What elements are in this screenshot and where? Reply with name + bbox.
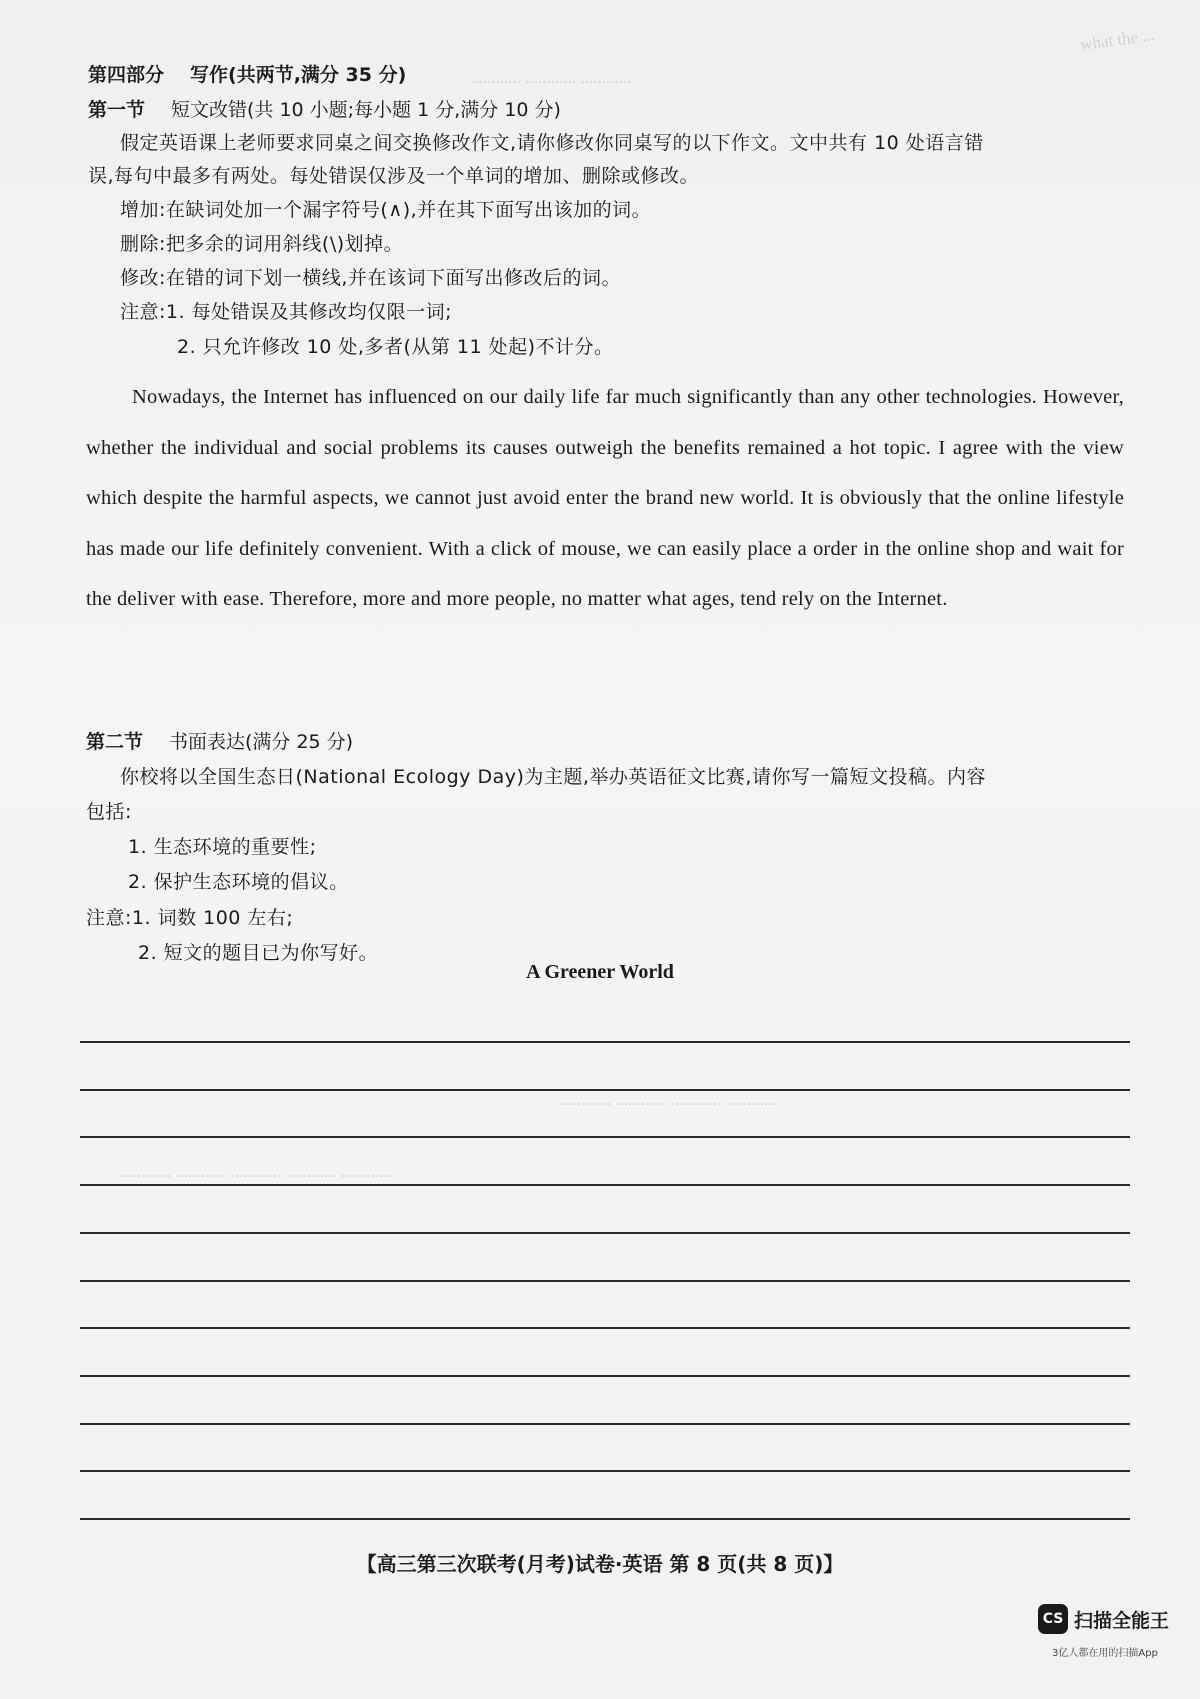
section2-instruction: 注意:1. 词数 100 左右; xyxy=(86,907,294,929)
section1-instruction: 删除:把多余的词用斜线(\)划掉。 xyxy=(120,233,404,255)
correction-passage: Nowadays, the Internet has influenced on our daily life far much significantly than any other technologies. However, whether the individual and social problems its causes outweigh the benefits remained a hot topic. I agree with the view which despite the harmful aspects, we cannot just avoid enter the brand new world. It is obviously that the online lifestyle has made our life definitely convenient. With a click of mouse, we can easily place a order in the online shop and wait for the deliver with ease. Therefore, more and more people, no matter what ages, tend rely on the Internet. xyxy=(86,386,1124,610)
part-title: 第四部分 xyxy=(88,64,165,86)
section1-instruction: 注意:1. 每处错误及其修改均仅限一词; xyxy=(120,301,452,323)
section2-instruction: 包括: xyxy=(86,801,132,823)
camscanner-logo-icon: CS xyxy=(1038,1604,1068,1634)
writing-line xyxy=(80,1470,1130,1472)
watermark-tagline: 3亿人都在用的扫描App xyxy=(1052,1648,1158,1659)
writing-line xyxy=(80,1327,1130,1329)
writing-line xyxy=(80,1184,1130,1186)
bleed-through-text: ............ ............ ............ ............ xyxy=(560,1090,777,1109)
section2-title: 第二节 xyxy=(86,731,144,753)
watermark-name: 扫描全能王 xyxy=(1074,1610,1170,1632)
section1-instruction: 误,每句中最多有两处。每处错误仅涉及一个单词的增加、删除或修改。 xyxy=(88,165,700,187)
bleed-through-text: ............ ............ ............ ............ ............ xyxy=(120,1162,392,1181)
section2-subtitle: 书面表达(满分 25 分) xyxy=(169,731,354,753)
writing-line xyxy=(80,1423,1130,1425)
section1-heading xyxy=(88,95,561,122)
part-heading xyxy=(88,60,406,87)
writing-line xyxy=(80,1089,1130,1091)
essay-title: A Greener World xyxy=(526,961,674,983)
section1-instruction: 修改:在错的词下划一横线,并在该词下面写出修改后的词。 xyxy=(120,267,621,289)
page-footer: 【高三第三次联考(月考)试卷·英语 第 8 页(共 8 页)】 xyxy=(356,1552,844,1576)
section1-instruction: 假定英语课上老师要求同桌之间交换修改作文,请你修改你同桌写的以下作文。文中共有 10 处语言错 xyxy=(120,132,984,154)
section1-instruction: 增加:在缺词处加一个漏字符号(∧),并在其下面写出该加的词。 xyxy=(120,199,652,221)
bleed-through-text: ............ ............ ............ xyxy=(470,68,632,87)
writing-line xyxy=(80,1518,1130,1520)
writing-line xyxy=(80,1136,1130,1138)
bleed-through-text: what the ... xyxy=(1078,24,1156,55)
section2-instruction: 2. 短文的题目已为你写好。 xyxy=(138,942,379,964)
section1-title: 第一节 xyxy=(88,99,146,121)
section1-subtitle: 短文改错(共 10 小题;每小题 1 分,满分 10 分) xyxy=(171,99,561,121)
section1-instruction: 2. 只允许修改 10 处,多者(从第 11 处起)不计分。 xyxy=(177,336,614,358)
writing-line xyxy=(80,1375,1130,1377)
section2-instruction: 你校将以全国生态日(National Ecology Day)为主题,举办英语征文比赛,请你写一篇短文投稿。内容 xyxy=(120,766,986,788)
writing-line xyxy=(80,1232,1130,1234)
writing-line xyxy=(80,1280,1130,1282)
section2-instruction: 1. 生态环境的重要性; xyxy=(128,836,317,858)
writing-line xyxy=(80,1041,1130,1043)
section2-heading xyxy=(86,727,353,754)
section2-instruction: 2. 保护生态环境的倡议。 xyxy=(128,871,349,893)
part-subtitle: 写作(共两节,满分 35 分) xyxy=(190,64,407,86)
scanner-watermark xyxy=(1038,1600,1178,1680)
